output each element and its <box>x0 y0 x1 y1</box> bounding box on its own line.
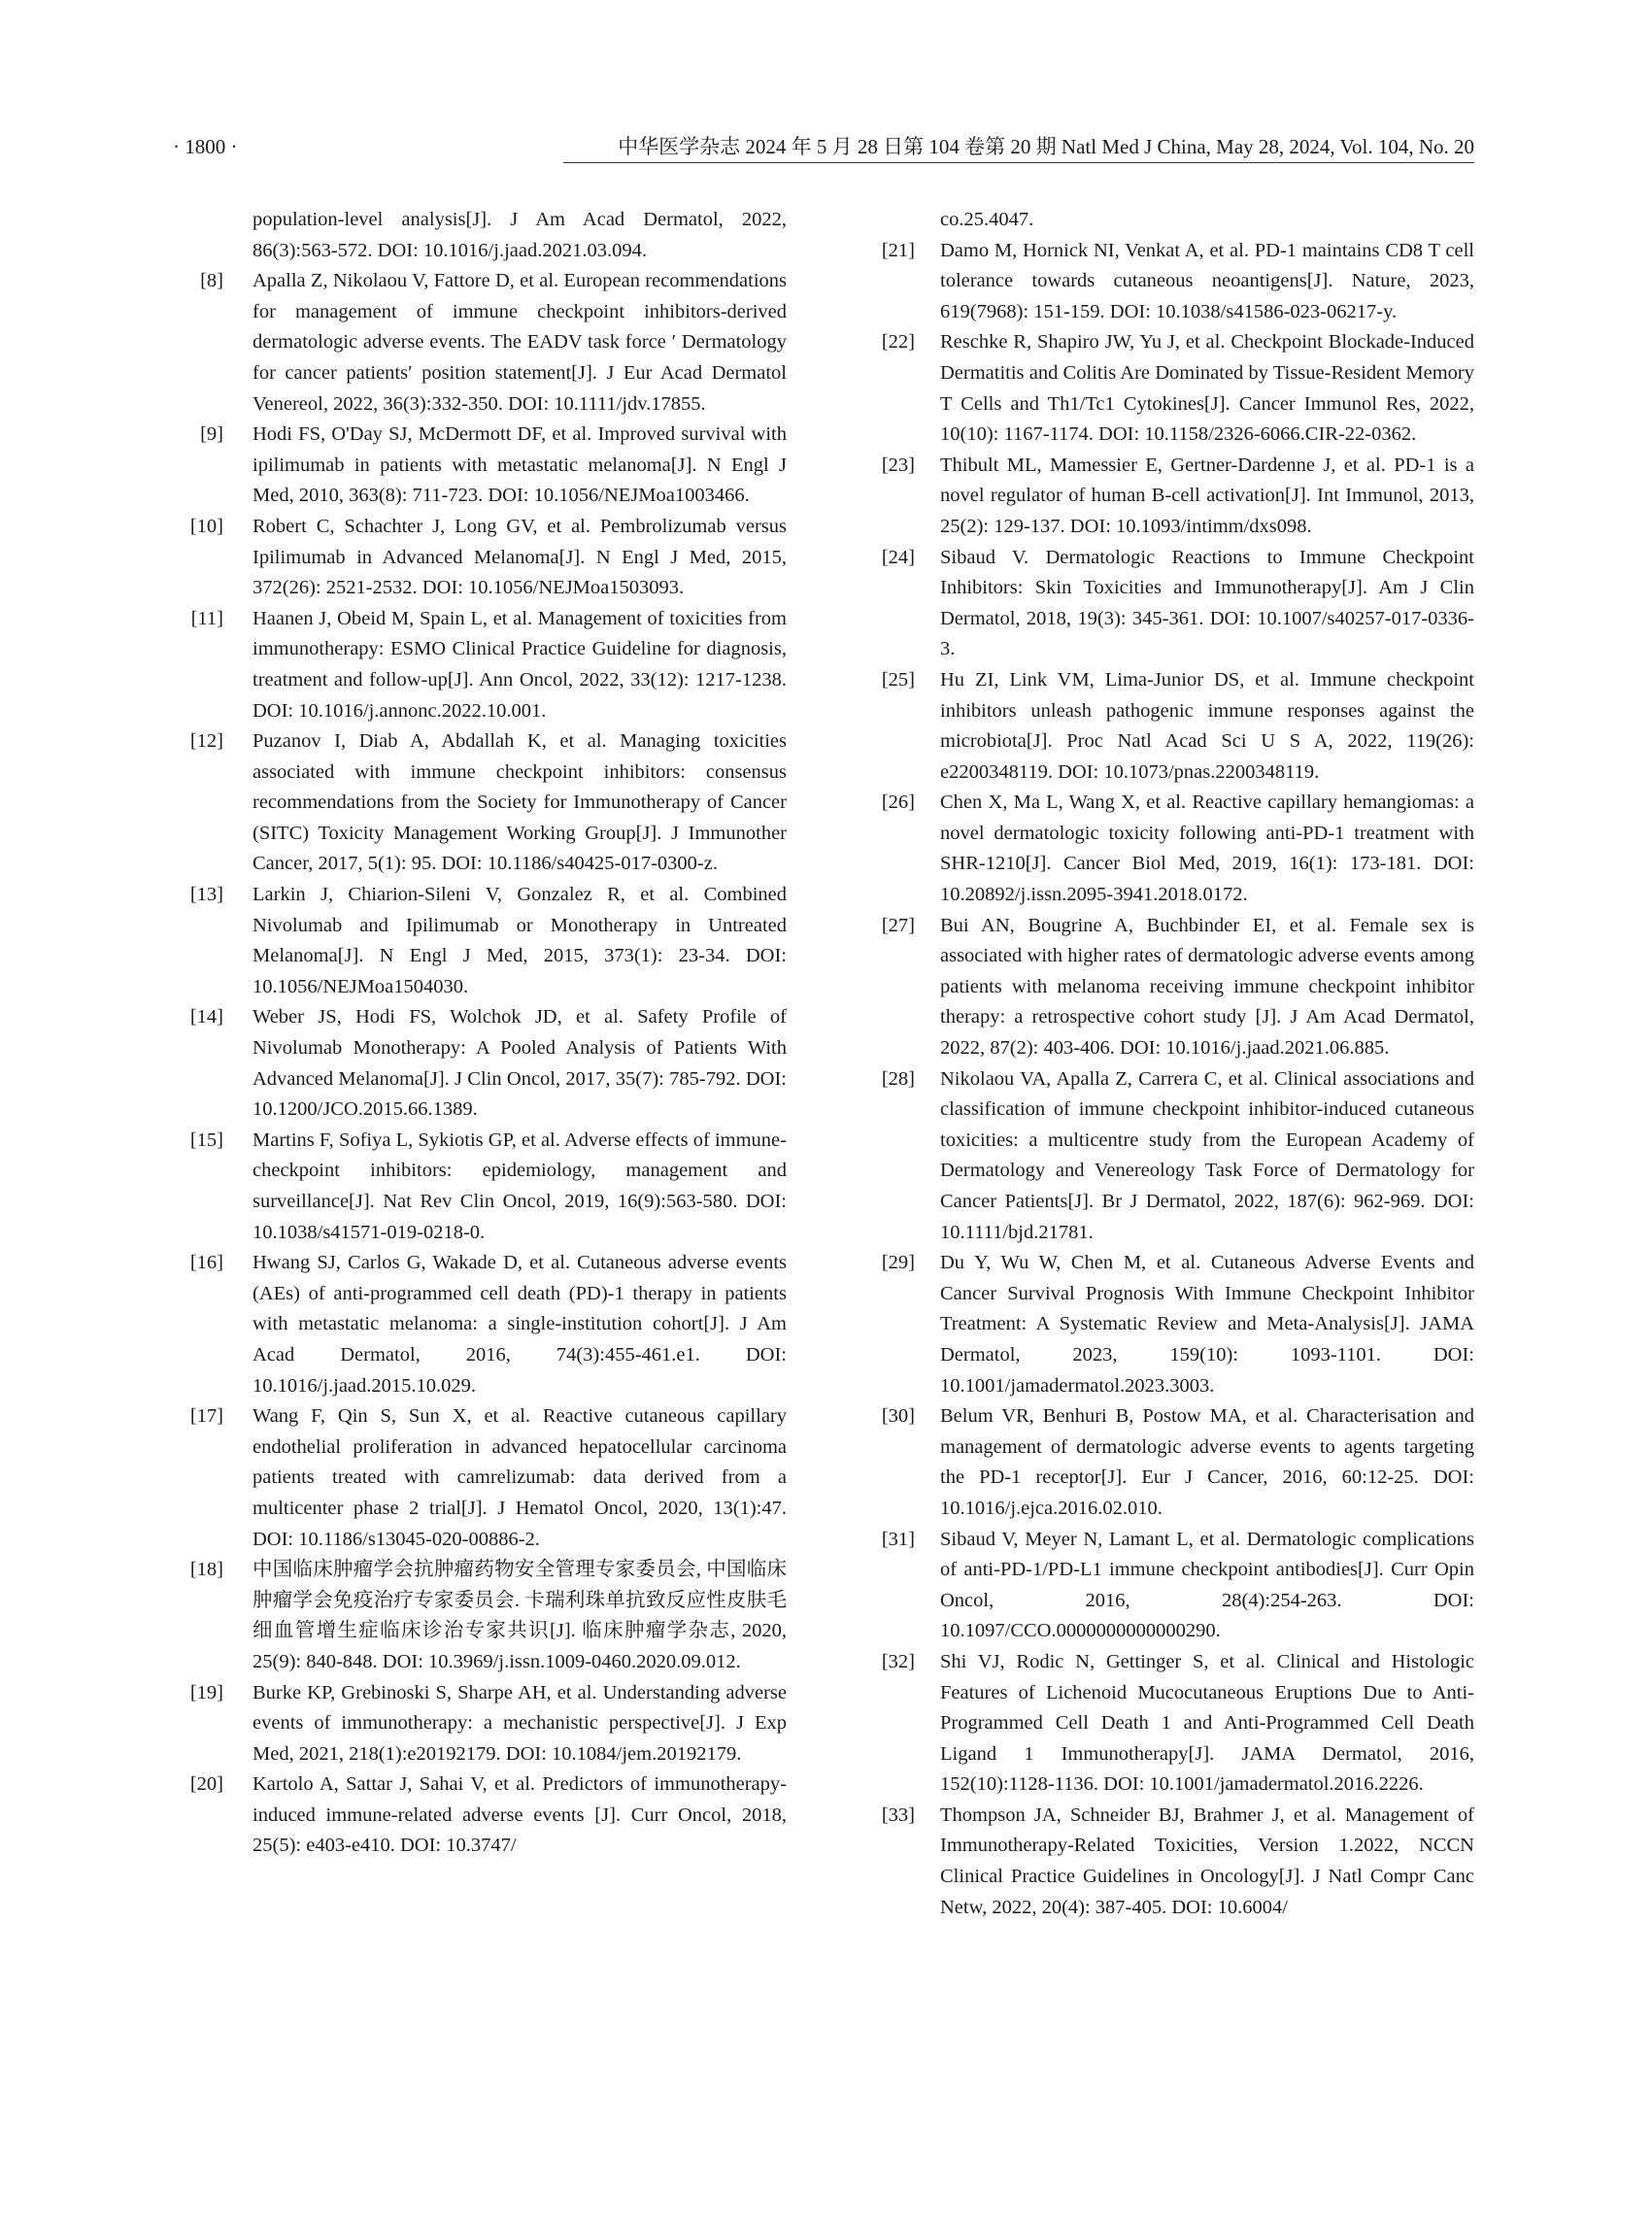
reference-entry <box>867 1801 1474 1923</box>
reference-entry <box>867 451 1474 543</box>
reference-entry <box>867 665 1474 788</box>
page-number: · 1800 · <box>173 135 238 158</box>
reference-entry <box>173 1002 787 1125</box>
reference-text: Sibaud V, Meyer N, Lamant L, et al. Dermatologic complications of anti-PD-1/PD-L1 immune checkpoint antibodies[J]. Curr Opin Oncol, 2016, 28(4):254-263. DOI: 10.1097/CCO.0000000000000290. <box>940 1528 1474 1642</box>
reference-entry <box>867 1647 1474 1801</box>
reference-number: [12] <box>189 730 223 753</box>
reference-entry <box>173 726 787 880</box>
reference-text: Hwang SJ, Carlos G, Wakade D, et al. Cutaneous adverse events (AEs) of anti-programmed cell death (PD)-1 therapy in patients with metastatic melanoma: a single-institution cohort[J]. J Am Acad Dermatol, 2016, 74(3):455-461.e1. DOI: 10.1016/j.jaad.2015.10.029. <box>253 1252 787 1397</box>
reference-number: [27] <box>881 914 915 936</box>
reference-text: Burke KP, Grebinoski S, Sharpe AH, et al. Understanding adverse events of immunotherapy: a mechanistic perspective[J]. J Exp Med, 2021, 218(1):e20192179. DOI: 10.1084/jem.20192179. <box>253 1681 787 1765</box>
reference-number: [10] <box>189 515 223 537</box>
reference-text: Haanen J, Obeid M, Spain L, et al. Management of toxicities from immunotherapy: ESMO Clinical Practice Guideline for diagnosis, treatment and follow-up[J]. Ann Oncol, 2022, 33(12): 1217-1238. DOI: 10.1016/j.annonc.2022.10.001. <box>253 607 787 722</box>
reference-text: 中国临床肿瘤学会抗肿瘤药物安全管理专家委员会, 中国临床肿瘤学会免疫治疗专家委员会. 卡瑞利珠单抗致反应性皮肤毛细血管增生症临床诊治专家共识[J]. 临床肿瘤学杂志, 2020, 25(9): 840-848. DOI: 10.3969/j.issn.1009-0460.2020.09.012. <box>253 1559 787 1672</box>
reference-number: [17] <box>189 1405 223 1428</box>
reference-number: [22] <box>881 331 915 354</box>
reference-number: [16] <box>189 1252 223 1274</box>
reference-entry <box>173 266 787 420</box>
reference-number: [20] <box>189 1773 223 1796</box>
reference-number: [29] <box>881 1252 915 1274</box>
reference-number: [24] <box>881 546 915 568</box>
reference-text: Chen X, Ma L, Wang X, et al. Reactive capillary hemangiomas: a novel dermatologic toxicity following anti-PD-1 treatment with SHR-1210[J]. Cancer Biol Med, 2019, 16(1): 173-181. DOI: 10.20892/j.issn.2095-3941.2018.0172. <box>940 792 1474 906</box>
reference-number: [19] <box>189 1681 223 1703</box>
reference-entry <box>173 880 787 1002</box>
reference-text: Sibaud V. Dermatologic Reactions to Immune Checkpoint Inhibitors: Skin Toxicities and Immunotherapy[J]. Am J Clin Dermatol, 2018, 19(3): 345-361. DOI: 10.1007/s40257-017-0336-3. <box>940 546 1474 660</box>
reference-number: [8] <box>200 270 223 292</box>
reference-entry <box>867 1401 1474 1524</box>
reference-text: Thompson JA, Schneider BJ, Brahmer J, et al. Management of Immunotherapy-Related Toxicities, Version 1.2022, NCCN Clinical Practice Guidelines in Oncology[J]. J Natl Compr Canc Netw, 2022, 20(4): 387-405. DOI: 10.6004/ <box>940 1804 1474 1918</box>
reference-text: Nikolaou VA, Apalla Z, Carrera C, et al. Clinical associations and classification of immune checkpoint inhibitor-induced cutaneous toxicities: a multicentre study from the European Academy of Dermatology and Venereology Task Force of Dermatology for Cancer Patients[J]. Br J Dermatol, 2022, 187(6): 962-969. DOI: 10.1111/bjd.21781. <box>940 1067 1474 1243</box>
reference-entry <box>867 1064 1474 1249</box>
reference-text: Reschke R, Shapiro JW, Yu J, et al. Checkpoint Blockade-Induced Dermatitis and Colitis Are Dominated by Tissue-Resident Memory T Cells and Th1/Tc1 Cytokines[J]. Cancer Immunol Res, 2022, 10(10): 1167-1174. DOI: 10.1158/2326-6066.CIR-22-0362. <box>940 331 1474 446</box>
reference-number: [15] <box>189 1129 223 1151</box>
reference-entry <box>173 1401 787 1555</box>
reference-list-left <box>173 266 787 1862</box>
reference-text: Damo M, Hornick NI, Venkat A, et al. PD-1 maintains CD8 T cell tolerance towards cutaneous neoantigens[J]. Nature, 2023, 619(7968): 151-159. DOI: 10.1038/s41586-023-06217-y. <box>940 239 1474 322</box>
reference-number: [18] <box>189 1559 223 1581</box>
reference-entry <box>173 1555 787 1677</box>
reference-entry <box>867 1248 1474 1401</box>
reference-text: Belum VR, Benhuri B, Postow MA, et al. Characterisation and management of dermatologic adverse events to agents targeting the PD-1 receptor[J]. Eur J Cancer, 2016, 60:12-25. DOI: 10.1016/j.ejca.2016.02.010. <box>940 1405 1474 1519</box>
reference-entry <box>867 327 1474 450</box>
reference-text: Weber JS, Hodi FS, Wolchok JD, et al. Safety Profile of Nivolumab Monotherapy: A Pooled Analysis of Patients With Advanced Melanoma[J]. J Clin Oncol, 2017, 35(7): 785-792. DOI: 10.1200/JCO.2015.66.1389. <box>253 1006 787 1121</box>
reference-entry <box>867 788 1474 910</box>
reference-text: Robert C, Schachter J, Long GV, et al. Pembrolizumab versus Ipilimumab in Advanced Melanoma[J]. N Engl J Med, 2015, 372(26): 2521-2532. DOI: 10.1056/NEJMoa1503093. <box>253 515 787 599</box>
reference-number: [21] <box>881 239 915 261</box>
reference-entry <box>173 1248 787 1401</box>
reference-number: [33] <box>881 1804 915 1826</box>
reference-text: Thibult ML, Mamessier E, Gertner-Dardenne J, et al. PD-1 is a novel regulator of human B-cell activation[J]. Int Immunol, 2013, 25(2): 129-137. DOI: 10.1093/intimm/dxs098. <box>940 454 1474 537</box>
reference-entry <box>867 911 1474 1064</box>
reference-number: [26] <box>881 792 915 814</box>
reference-entry <box>173 1126 787 1248</box>
reference-number: [31] <box>881 1528 915 1550</box>
reference-text: Apalla Z, Nikolaou V, Fattore D, et al. European recommendations for management of immune checkpoint inhibitors-derived dermatologic adverse events. The EADV task force ′ Dermatology for cancer patients′ position statement[J]. J Eur Acad Dermatol Venereol, 2022, 36(3):332-350. DOI: 10.1111/jdv.17855. <box>253 270 787 415</box>
reference-entry <box>867 1525 1474 1647</box>
reference-text: Hu ZI, Link VM, Lima-Junior DS, et al. Immune checkpoint inhibitors unleash pathogenic immune responses against the microbiota[J]. Proc Natl Acad Sci U S A, 2022, 119(26): e2200348119. DOI: 10.1073/pnas.2200348119. <box>940 668 1474 783</box>
reference-entry <box>867 543 1474 665</box>
reference-text: Wang F, Qin S, Sun X, et al. Reactive cutaneous capillary endothelial proliferation in advanced hepatocellular carcinoma patients treated with camrelizumab: data derived from a multicenter phase 2 trial[J]. J Hematol Oncol, 2020, 13(1):47. DOI: 10.1186/s13045-020-00886-2. <box>253 1405 787 1550</box>
reference-text: Du Y, Wu W, Chen M, et al. Cutaneous Adverse Events and Cancer Survival Prognosis With Immune Checkpoint Inhibitor Treatment: A Systematic Review and Meta-Analysis[J]. JAMA Dermatol, 2023, 159(10): 1093-1101. DOI: 10.1001/jamadermatol.2023.3003. <box>940 1252 1474 1397</box>
page-header <box>173 132 1474 161</box>
reference-text: Hodi FS, O'Day SJ, McDermott DF, et al. Improved survival with ipilimumab in patients with metastatic melanoma[J]. N Engl J Med, 2010, 363(8): 711-723. DOI: 10.1056/NEJMoa1003466. <box>253 423 787 507</box>
reference-continuation: co.25.4047. <box>940 209 1034 230</box>
references-left-column <box>173 205 787 1862</box>
reference-entry <box>173 1770 787 1862</box>
reference-number: [32] <box>881 1650 915 1672</box>
reference-number: [14] <box>189 1006 223 1028</box>
reference-entry <box>173 604 787 726</box>
reference-number: [25] <box>881 668 915 691</box>
reference-text: Shi VJ, Rodic N, Gettinger S, et al. Clinical and Histologic Features of Lichenoid Mucocutaneous Eruptions Due to Anti-Programmed Cell Death 1 and Anti-Programmed Cell Death Ligand 1 Immunotherapy[J]. JAMA Dermatol, 2016, 152(10):1128-1136. DOI: 10.1001/jamadermatol.2016.2226. <box>940 1650 1474 1796</box>
reference-number: [11] <box>190 607 223 629</box>
reference-text: Bui AN, Bougrine A, Buchbinder EI, et al. Female sex is associated with higher rates of dermatologic adverse events among patients with melanoma receiving immune checkpoint inhibitor therapy: a retrospective cohort study [J]. J Am Acad Dermatol, 2022, 87(2): 403-406. DOI: 10.1016/j.jaad.2021.06.885. <box>940 914 1474 1060</box>
reference-text: Puzanov I, Diab A, Abdallah K, et al. Managing toxicities associated with immune checkpoint inhibitors: consensus recommendations from the Society for Immunotherapy of Cancer (SITC) Toxicity Management Working Group[J]. J Immunother Cancer, 2017, 5(1): 95. DOI: 10.1186/s40425-017-0300-z. <box>253 730 787 875</box>
references-right-column <box>867 205 1474 1923</box>
reference-number: [30] <box>881 1405 915 1428</box>
reference-text: Martins F, Sofiya L, Sykiotis GP, et al. Adverse effects of immune-checkpoint inhibitors: epidemiology, management and surveillance[J]. Nat Rev Clin Oncol, 2019, 16(9):563-580. DOI: 10.1038/s41571-019-0218-0. <box>253 1129 787 1243</box>
reference-number: [28] <box>881 1067 915 1090</box>
reference-text: Larkin J, Chiarion-Sileni V, Gonzalez R, et al. Combined Nivolumab and Ipilimumab or Monotherapy in Untreated Melanoma[J]. N Engl J Med, 2015, 373(1): 23-34. DOI: 10.1056/NEJMoa1504030. <box>253 884 787 997</box>
reference-entry <box>173 420 787 512</box>
reference-continuation: population-level analysis[J]. J Am Acad Dermatol, 2022, 86(3):563-572. DOI: 10.1016/j.jaad.2021.03.094. <box>253 209 787 261</box>
reference-number: [13] <box>189 884 223 906</box>
reference-text: Kartolo A, Sattar J, Sahai V, et al. Predictors of immunotherapy-induced immune-related adverse events [J]. Curr Oncol, 2018, 25(5): e403-e410. DOI: 10.3747/ <box>253 1773 787 1857</box>
reference-entry <box>173 512 787 604</box>
reference-list-right <box>867 236 1474 1924</box>
reference-entry <box>173 1678 787 1770</box>
reference-entry <box>867 236 1474 328</box>
running-title: 中华医学杂志 2024 年 5 月 28 日第 104 卷第 20 期 Natl Med J China, May 28, 2024, Vol. 104, No. 20 <box>618 135 1474 158</box>
reference-number: [23] <box>881 454 915 476</box>
reference-number: [9] <box>200 423 223 446</box>
header-rule <box>563 162 1474 163</box>
